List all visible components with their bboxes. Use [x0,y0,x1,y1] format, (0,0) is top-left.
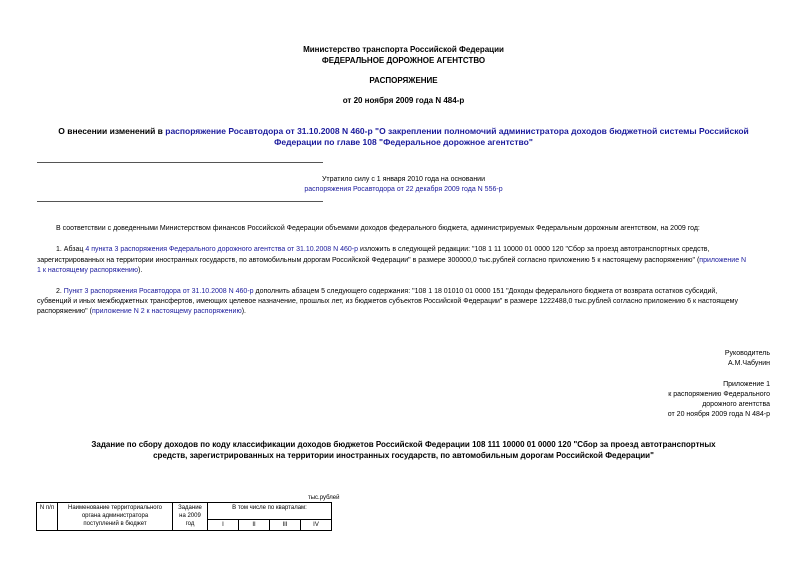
document-type: РАСПОРЯЖЕНИЕ [369,76,438,85]
document-title-line2 [0,137,807,147]
paragraph-2-end: ). [241,308,246,315]
task-title-line2: средств, зарегистрированных на территории иностранных государств, по автомобильным дорогам Российской Федерации" [153,451,654,460]
revenue-task-table [36,502,332,531]
col-header-number: N п/п [37,503,58,531]
col-header-q4: IV [301,520,332,531]
col-header-name-line1: Наименование территориального [67,505,163,511]
col-header-q3: III [270,520,301,531]
task-title-line1: Задание по сбору доходов по коду классификации доходов бюджетов Российской Федерации 108 111 10000 01 0000 120 "Сбор за проезд автотранспортных [91,440,716,449]
appendix-ref-1: к распоряжению Федерального [668,391,770,398]
document-date: от 20 ноября 2009 года N 484-р [342,96,465,105]
appendix-ref-2: дорожного агентства [702,401,770,408]
agency-name: ФЕДЕРАЛЬНОЕ ДОРОЖНОЕ АГЕНТСТВО [321,56,486,65]
col-header-task-line2: на 2009 [179,513,201,519]
paragraph-1-line1 [56,244,709,255]
col-header-q1: I [208,520,239,531]
paragraph-1-appendix-link-a[interactable]: приложение N [699,257,747,264]
signature-name: А.М.Чабунин [728,360,770,367]
repeal-notice: Утратило силу с 1 января 2010 года на основании [321,176,486,183]
paragraph-1-text-2: зарегистрированных на территории иностранных государств, по автомобильным дорогам Российской Федерации" в размере 300000,0 тыс.рублей согласно приложению 5 к настоящему распоряжению" ( [37,257,700,264]
paragraph-1-line3 [37,265,142,276]
table-header-row-1 [37,503,332,520]
paragraph-2-line3 [37,306,246,317]
title-link-line2[interactable]: Федерации по главе 108 "Федеральное дорожное агентство" [274,137,533,147]
paragraph-2-start: 2. [56,288,64,295]
paragraph-1-link[interactable]: 4 пункта 3 распоряжения Федерального дорожного агентства от 31.10.2008 N 460-р [85,246,359,253]
col-header-task-line1: Задание [178,505,202,511]
ministry-name: Министерство транспорта Российской Федерации [303,45,504,54]
table-unit-label: тыс.рублей [308,495,340,501]
col-header-name-line2: органа администратора [81,513,149,519]
paragraph-2-text-3: распоряжению" ( [37,308,92,315]
paragraph-1-start: 1. Абзац [56,246,86,253]
paragraph-2-line2: субвенций и иных межбюджетных трансфертов, имеющих целевое назначение, прошлых лет, из бюджетов субъектов Российской Федерации" в размере 1222488,0 тыс.рублей согласно приложению 6 к настоящему [37,298,739,305]
repeal-notice-link[interactable]: распоряжения Росавтодора от 22 декабря 2009 года N 556-р [304,186,503,193]
appendix-label: Приложение 1 [723,381,770,388]
col-header-task [173,503,208,531]
paragraph-2-appendix-link[interactable]: приложение N 2 к настоящему распоряжению [91,308,242,315]
paragraph-2-link[interactable]: Пункт 3 распоряжения Росавтодора от 31.10.2008 N 460-р [63,288,254,295]
col-header-name [58,503,173,531]
col-header-quarters: В том числе по кварталам: [208,503,332,520]
signature-role: Руководитель [724,350,770,357]
paragraph-1-text: изложить в следующей редакции: "108 1 11 10000 01 0000 120 "Сбор за проезд автотранспортных средств, [358,246,710,253]
paragraph-1-appendix-link-b[interactable]: 1 к настоящему распоряжению [37,267,139,274]
repeal-notice-link-line [0,186,807,193]
paragraph-1-end: ). [138,267,143,274]
col-header-q2: II [239,520,270,531]
paragraph-1-line2 [37,255,746,266]
divider-bottom [37,201,323,202]
col-header-name-line3: поступлений в бюджет [83,521,147,527]
title-prefix: О внесении изменений в [58,126,166,136]
title-link-line1[interactable]: распоряжение Росавтодора от 31.10.2008 N 460-р "О закреплении полномочий администратора доходов бюджетной системы Российской [165,126,749,136]
divider-top [37,162,323,163]
paragraph-2-text: дополнить абзацем 5 следующего содержания: "108 1 18 01010 01 0000 151 "Доходы федерального бюджета от возврата остатков субсидий, [253,288,718,295]
col-header-task-line3: год [185,521,195,527]
intro-paragraph: В соответствии с доведенными Министерством финансов Российской Федерации объемами доходов федерального бюджета, администрируемых Федеральным дорожным агентством, на 2009 год: [56,225,700,232]
document-title-line1 [0,126,807,136]
appendix-date: от 20 ноября 2009 года N 484-р [667,411,770,418]
